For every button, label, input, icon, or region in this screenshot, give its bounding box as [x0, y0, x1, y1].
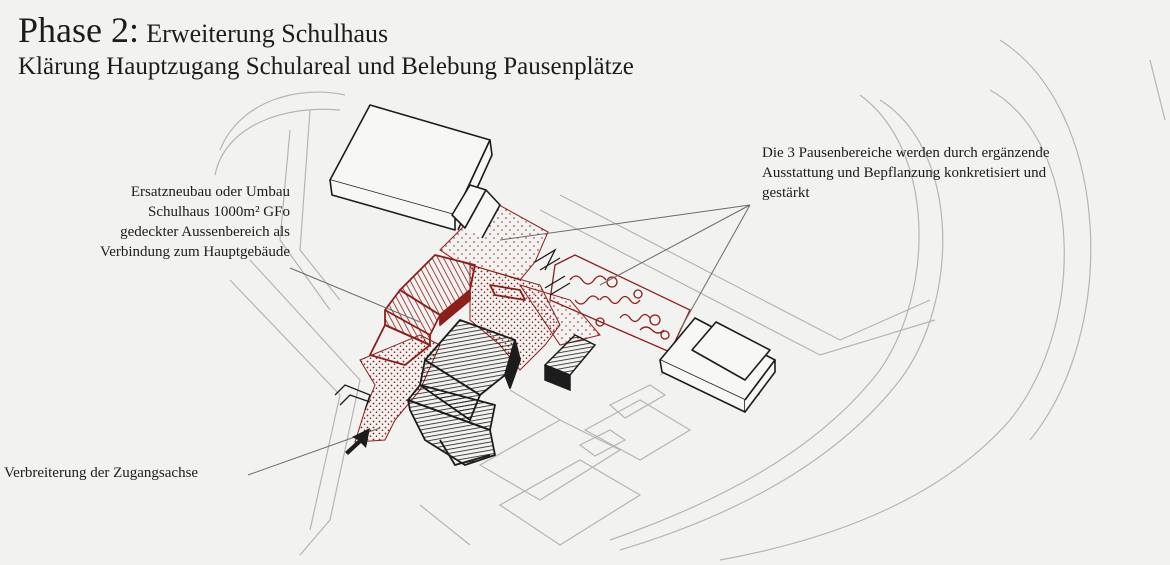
page-subtitle: Klärung Hauptzugang Schulareal und Belebung Pausenplätze — [18, 53, 634, 81]
annotation-replacement-building: Ersatzneubau oder Umbau Schulhaus 1000m² GFo gedeckter Aussenbereich als Verbindung zum Hauptgebäude — [100, 184, 290, 260]
annotation-access-axis: Verbreiterung der Zugangsachse — [4, 465, 199, 481]
building-east — [660, 318, 775, 412]
page-title — [18, 10, 634, 51]
phase-label: Phase 2: — [18, 10, 139, 50]
annotation-break-areas: Die 3 Pausenbereiche werden durch ergänzende Ausstattung und Bepflanzung konkretisiert und gestärkt — [762, 145, 1050, 201]
small-pavilions — [545, 335, 595, 390]
existing-building-north — [330, 105, 500, 238]
title-block — [18, 10, 634, 82]
phase-subtitle: Erweiterung Schulhaus — [146, 19, 389, 48]
context-outlines — [215, 40, 1165, 560]
